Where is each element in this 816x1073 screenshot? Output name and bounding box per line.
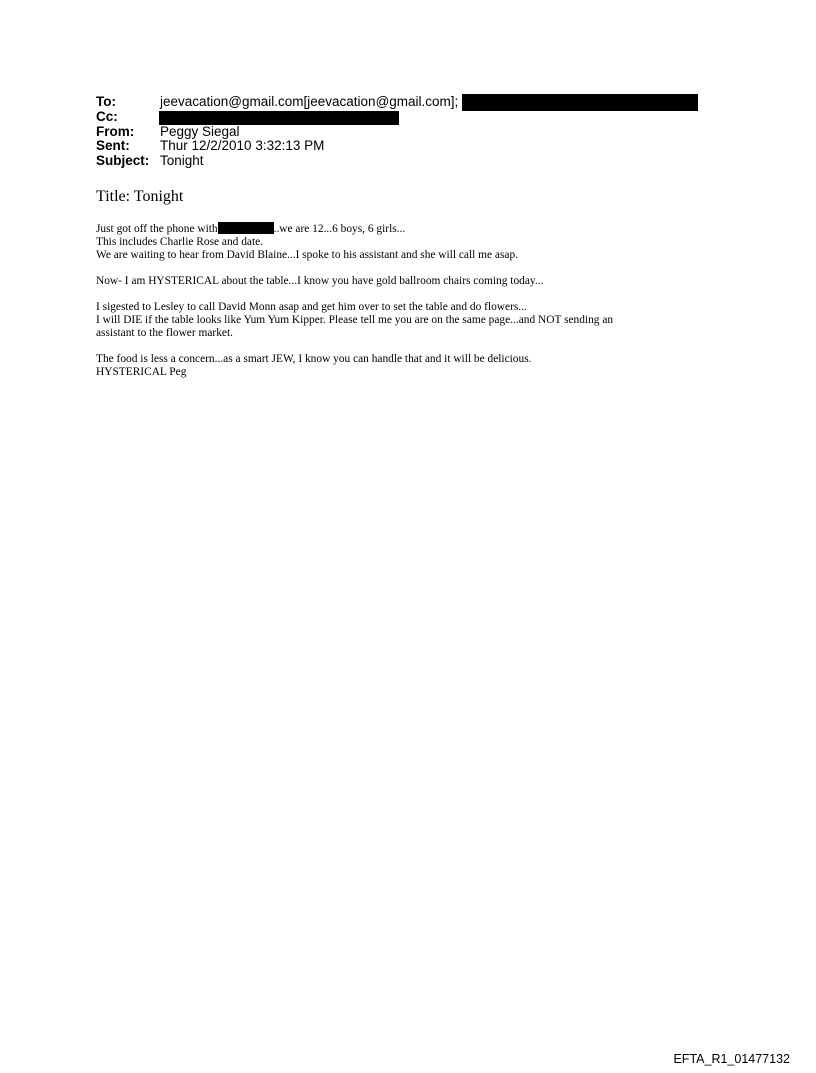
body-line: assistant to the flower market. (96, 327, 233, 339)
to-label: To: (96, 94, 116, 109)
paragraph-2 (96, 275, 716, 288)
to-redaction (462, 94, 698, 111)
body-line: This includes Charlie Rose and date. (96, 236, 264, 248)
sent-label: Sent: (96, 138, 130, 154)
body-text: Just got off the phone with (96, 223, 218, 235)
from-value: Peggy Siegal (160, 123, 240, 139)
from-row (96, 125, 736, 140)
message-title: Title: Tonight (96, 188, 184, 205)
body-line: HYSTERICAL Peg (96, 366, 187, 378)
body-line: I sigested to Lesley to call David Monn asap and get him over to set the table and do flowers... (96, 301, 527, 313)
to-row (96, 95, 736, 110)
paragraph-1 (96, 222, 716, 262)
body-line: I will DIE if the table looks like Yum Yum Kipper. Please tell me you are on the same page...and NOT sending an (96, 314, 614, 326)
subject-value: Tonight (160, 153, 204, 169)
body-line: Now- I am HYSTERICAL about the table...I know you have gold ballroom chairs coming today... (96, 275, 544, 287)
message-body (96, 222, 716, 392)
cc-redaction (159, 111, 399, 125)
paragraph-3 (96, 301, 716, 340)
sent-row (96, 139, 736, 154)
body-line (96, 222, 716, 236)
body-text: ..we are 12...6 boys, 6 girls... (273, 223, 406, 235)
cc-label: Cc: (96, 108, 118, 124)
sent-value: Thur 12/2/2010 3:32:13 PM (160, 138, 325, 154)
document-id: EFTA_R1_01477132 (673, 1052, 790, 1066)
email-header (96, 95, 736, 169)
paragraph-4 (96, 353, 716, 379)
inline-redaction (218, 222, 274, 234)
cc-row (96, 110, 736, 125)
from-label: From: (96, 123, 135, 139)
subject-row (96, 154, 736, 169)
to-value: jeevacation@gmail.com[jeevacation@gmail.com]; (160, 94, 459, 109)
subject-label: Subject: (96, 153, 150, 169)
body-line: We are waiting to hear from David Blaine...I spoke to his assistant and she will call me asap. (96, 249, 519, 261)
body-line: The food is less a concern...as a smart JEW, I know you can handle that and it will be delicious. (96, 353, 532, 365)
